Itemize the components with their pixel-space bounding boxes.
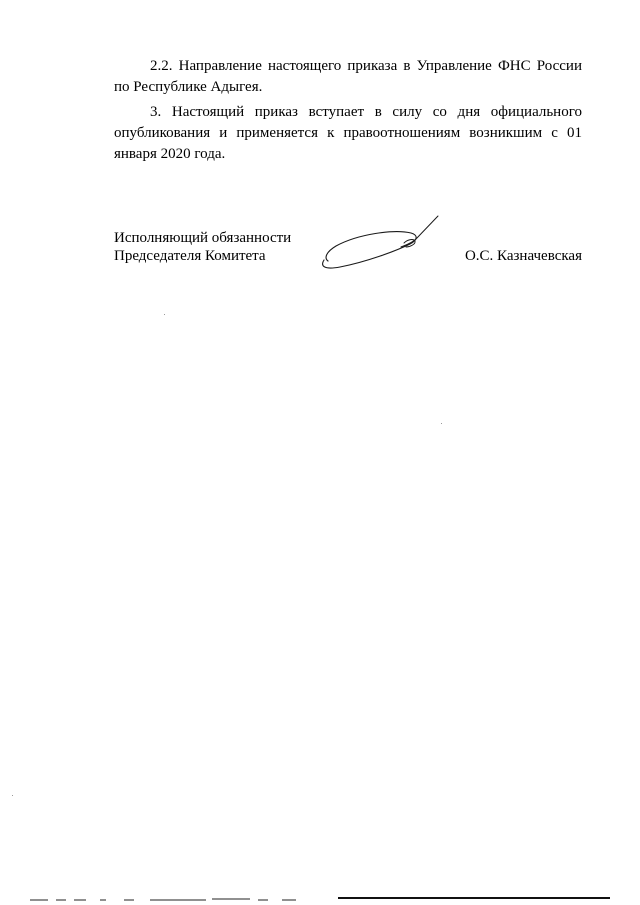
scan-speck [164,314,165,315]
handwritten-signature [318,214,442,272]
scan-speck [441,423,442,424]
signatory-position [114,229,291,265]
signatory-position-line-2: Председателя Комитета [114,248,266,264]
signatory-position-line-1: Исполняющий обязанности [114,230,292,246]
scan-edge-artifact [0,893,640,905]
scan-speck [12,795,13,796]
paragraph-3: 3. Настоящий приказ вступает в силу со дня официального опубликования и применяется к правоотношениям возникшим с 01 января 2020 года. [114,104,582,162]
signatory-name: О.С. Казначевская [464,248,582,264]
paragraph-2-2: 2.2. Направление настоящего приказа в Управление ФНС России по Республике Адыгея. [114,58,582,95]
